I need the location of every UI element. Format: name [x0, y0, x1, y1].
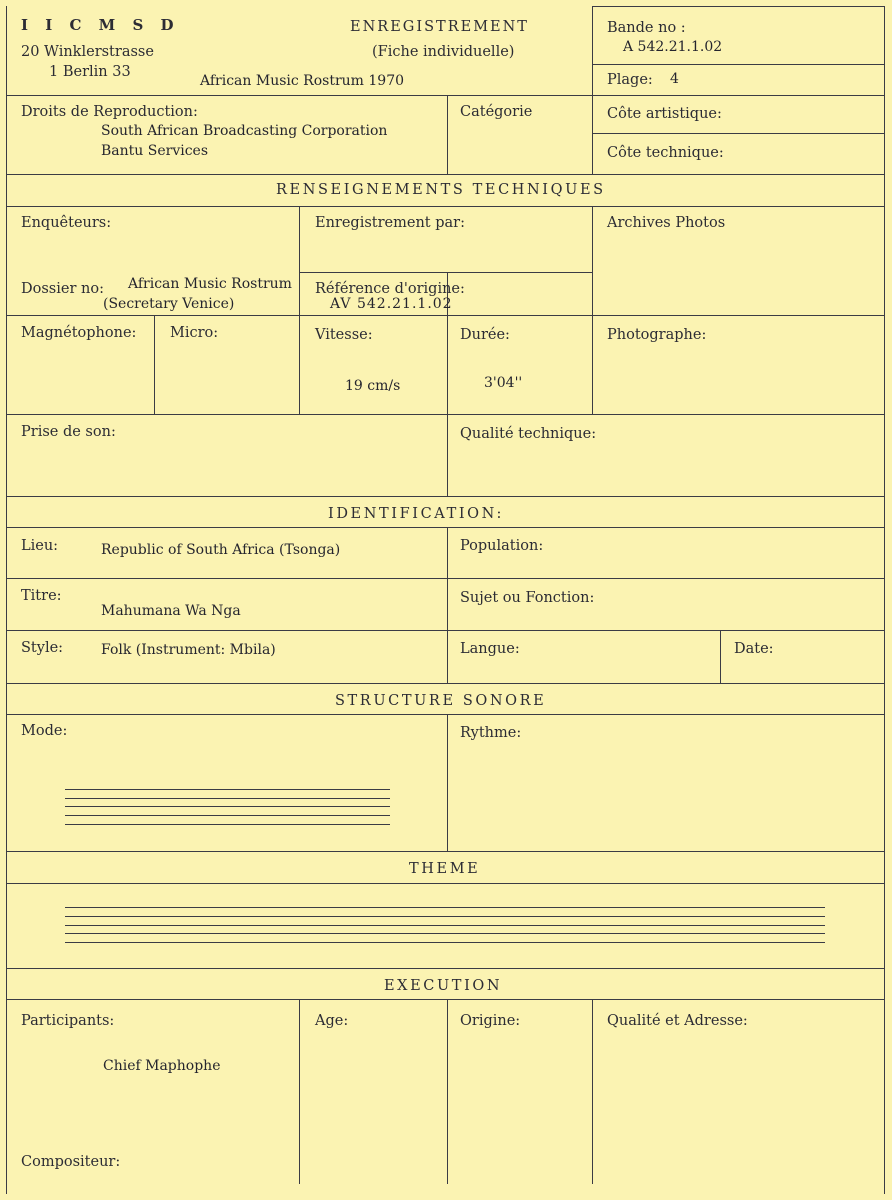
style-value: Folk (Instrument: Mbila) — [101, 642, 276, 658]
divider — [6, 851, 884, 852]
titre-value: Mahumana Wa Nga — [101, 603, 241, 619]
collection-name: African Music Rostrum 1970 — [200, 73, 405, 89]
divider — [447, 999, 448, 1184]
divider — [6, 527, 884, 528]
divider — [299, 999, 300, 1184]
address-street: 20 Winklerstrasse — [21, 44, 154, 60]
qualite-technique-label: Qualité technique: — [460, 426, 597, 442]
divider — [447, 95, 448, 174]
lieu-value: Republic of South Africa (Tsonga) — [101, 542, 341, 558]
divider — [592, 999, 593, 1184]
bande-label: Bande no : — [607, 20, 686, 36]
droits-line2: Bantu Services — [101, 143, 209, 159]
institute-logo: I I C M S D — [21, 16, 180, 34]
duree-label: Durée: — [460, 327, 510, 343]
divider — [6, 414, 884, 415]
divider — [592, 6, 593, 174]
lieu-label: Lieu: — [21, 538, 59, 554]
divider — [592, 64, 884, 65]
dossier-value-2: (Secretary Venice) — [103, 296, 235, 312]
divider — [6, 206, 884, 207]
divider — [6, 968, 884, 969]
duree-value: 3'04'' — [484, 375, 523, 391]
participant-value: Chief Maphophe — [103, 1058, 221, 1074]
archives-photos-label: Archives Photos — [607, 215, 726, 231]
vitesse-label: Vitesse: — [315, 327, 373, 343]
divider — [6, 95, 884, 96]
date-label: Date: — [734, 641, 774, 657]
divider — [592, 206, 593, 414]
divider — [6, 683, 884, 684]
form-title: ENREGISTREMENT — [350, 19, 529, 35]
sujet-label: Sujet ou Fonction: — [460, 590, 595, 606]
cote-artistique-label: Côte artistique: — [607, 106, 722, 122]
age-label: Age: — [315, 1013, 349, 1029]
divider — [447, 414, 448, 496]
prise-de-son-label: Prise de son: — [21, 424, 116, 440]
section-theme: THEME — [409, 861, 481, 877]
section-execution: EXECUTION — [384, 978, 503, 994]
address-city: 1 Berlin 33 — [49, 64, 131, 80]
section-renseignements-techniques: RENSEIGNEMENTS TECHNIQUES — [276, 182, 606, 198]
langue-label: Langue: — [460, 641, 520, 657]
dossier-label: Dossier no: — [21, 281, 104, 297]
reference-label: Référence d'origine: — [315, 281, 465, 297]
reference-value: AV 542.21.1.02 — [330, 296, 453, 312]
divider — [447, 315, 448, 414]
cote-technique-label: Côte technique: — [607, 145, 724, 161]
categorie-label: Catégorie — [460, 104, 533, 120]
card-top-border — [592, 6, 884, 7]
droits-label: Droits de Reproduction: — [21, 104, 198, 120]
photographe-label: Photographe: — [607, 327, 707, 343]
origine-label: Origine: — [460, 1013, 521, 1029]
compositeur-label: Compositeur: — [21, 1154, 121, 1170]
divider — [6, 578, 884, 579]
rythme-label: Rythme: — [460, 725, 522, 741]
divider — [6, 630, 884, 631]
divider — [6, 496, 884, 497]
divider — [154, 315, 155, 414]
divider — [6, 883, 884, 884]
section-structure-sonore: STRUCTURE SONORE — [335, 693, 547, 709]
enqueteurs-label: Enquêteurs: — [21, 215, 112, 231]
divider — [592, 133, 884, 134]
divider — [6, 999, 884, 1000]
vitesse-value: 19 cm/s — [345, 378, 401, 394]
divider — [299, 206, 300, 414]
form-subtitle: (Fiche individuelle) — [372, 44, 515, 60]
plage-value: 4 — [670, 71, 679, 87]
mode-label: Mode: — [21, 723, 68, 739]
card-right-border — [884, 6, 885, 1194]
card-left-border — [6, 6, 7, 1194]
titre-label: Titre: — [21, 588, 62, 604]
section-identification: IDENTIFICATION: — [328, 506, 504, 522]
bande-value: A 542.21.1.02 — [623, 39, 723, 55]
divider — [720, 630, 721, 683]
enregistrement-par-label: Enregistrement par: — [315, 215, 465, 231]
qualite-adresse-label: Qualité et Adresse: — [607, 1013, 748, 1029]
magnetophone-label: Magnétophone: — [21, 325, 137, 341]
divider — [447, 527, 448, 683]
dossier-value-1: African Music Rostrum — [128, 276, 292, 292]
divider — [447, 714, 448, 851]
divider — [6, 315, 884, 316]
micro-label: Micro: — [170, 325, 219, 341]
participants-label: Participants: — [21, 1013, 115, 1029]
population-label: Population: — [460, 538, 544, 554]
divider — [299, 272, 592, 273]
divider — [6, 714, 884, 715]
divider — [6, 174, 884, 175]
droits-line1: South African Broadcasting Corporation — [101, 123, 388, 139]
style-label: Style: — [21, 640, 64, 656]
plage-label: Plage: — [607, 72, 653, 88]
